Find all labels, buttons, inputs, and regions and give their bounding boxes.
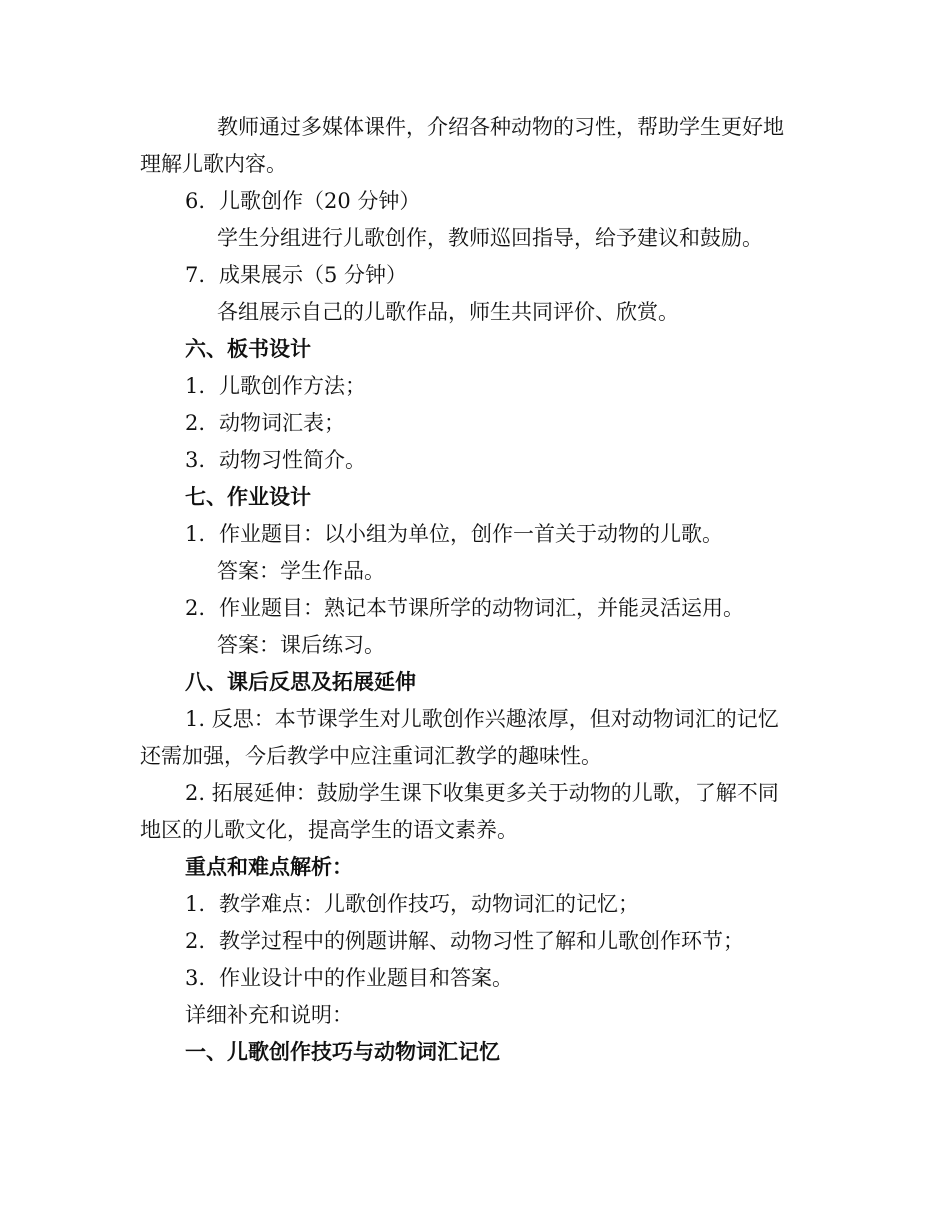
list-number: 1. — [185, 892, 206, 916]
list-text: 动物词汇表； — [219, 411, 345, 435]
answer-line: 答案：学生作品。 — [217, 559, 385, 583]
list-number: 2. — [185, 411, 206, 435]
paragraph-line: 理解儿歌内容。 — [140, 152, 287, 176]
list-item — [185, 409, 345, 437]
list-number: 2. — [185, 929, 206, 953]
list-number: 3. — [185, 448, 206, 472]
list-number: 7. — [185, 263, 206, 287]
paragraph-line: 1. 反思：本节课学生对儿歌创作兴趣浓厚，但对动物词汇的记忆 — [185, 707, 779, 731]
list-number: 6. — [185, 189, 206, 213]
answer-line: 答案：课后练习。 — [217, 633, 385, 657]
list-item — [185, 372, 366, 400]
list-text: 教学过程中的例题讲解、动物习性了解和儿歌创作环节； — [219, 929, 744, 953]
list-text: 儿歌创作方法； — [219, 374, 366, 398]
section-heading: 八、课后反思及拓展延伸 — [185, 670, 416, 694]
list-text: 动物习性简介。 — [219, 448, 366, 472]
list-text: 成果展示（5 分钟） — [219, 263, 408, 287]
list-item — [185, 890, 639, 918]
list-number: 3. — [185, 966, 206, 990]
list-item — [185, 520, 723, 548]
section-heading: 六、板书设计 — [185, 337, 311, 361]
paragraph-line: 2. 拓展延伸：鼓励学生课下收集更多关于动物的儿歌，了解不同 — [185, 781, 779, 805]
paragraph-line: 学生分组进行儿歌创作，教师巡回指导，给予建议和鼓励。 — [217, 226, 763, 250]
list-item — [185, 187, 420, 215]
list-number: 1. — [185, 522, 206, 546]
list-text: 作业设计中的作业题目和答案。 — [219, 966, 513, 990]
paragraph-line: 教师通过多媒体课件，介绍各种动物的习性，帮助学生更好地 — [217, 115, 784, 139]
paragraph-line: 各组展示自己的儿歌作品，师生共同评价、欣赏。 — [217, 300, 679, 324]
list-item — [185, 446, 366, 474]
paragraph-line: 还需加强，今后教学中应注重词汇教学的趣味性。 — [140, 744, 602, 768]
section-heading: 重点和难点解析： — [185, 855, 353, 879]
list-text: 教学难点：儿歌创作技巧，动物词汇的记忆； — [219, 892, 639, 916]
list-number: 2. — [185, 596, 206, 620]
list-text: 儿歌创作（20 分钟） — [219, 189, 421, 213]
list-item — [185, 927, 744, 955]
list-item — [185, 594, 744, 622]
section-heading: 一、儿歌创作技巧与动物词汇记忆 — [185, 1040, 500, 1064]
list-text: 作业题目：以小组为单位，创作一首关于动物的儿歌。 — [219, 522, 723, 546]
section-heading: 七、作业设计 — [185, 485, 311, 509]
list-text: 作业题目：熟记本节课所学的动物词汇，并能灵活运用。 — [219, 596, 744, 620]
list-item — [185, 964, 513, 992]
paragraph-line: 详细补充和说明： — [185, 1003, 353, 1027]
list-number: 1. — [185, 374, 206, 398]
list-item — [185, 261, 407, 289]
paragraph-line: 地区的儿歌文化，提高学生的语文素养。 — [140, 818, 518, 842]
